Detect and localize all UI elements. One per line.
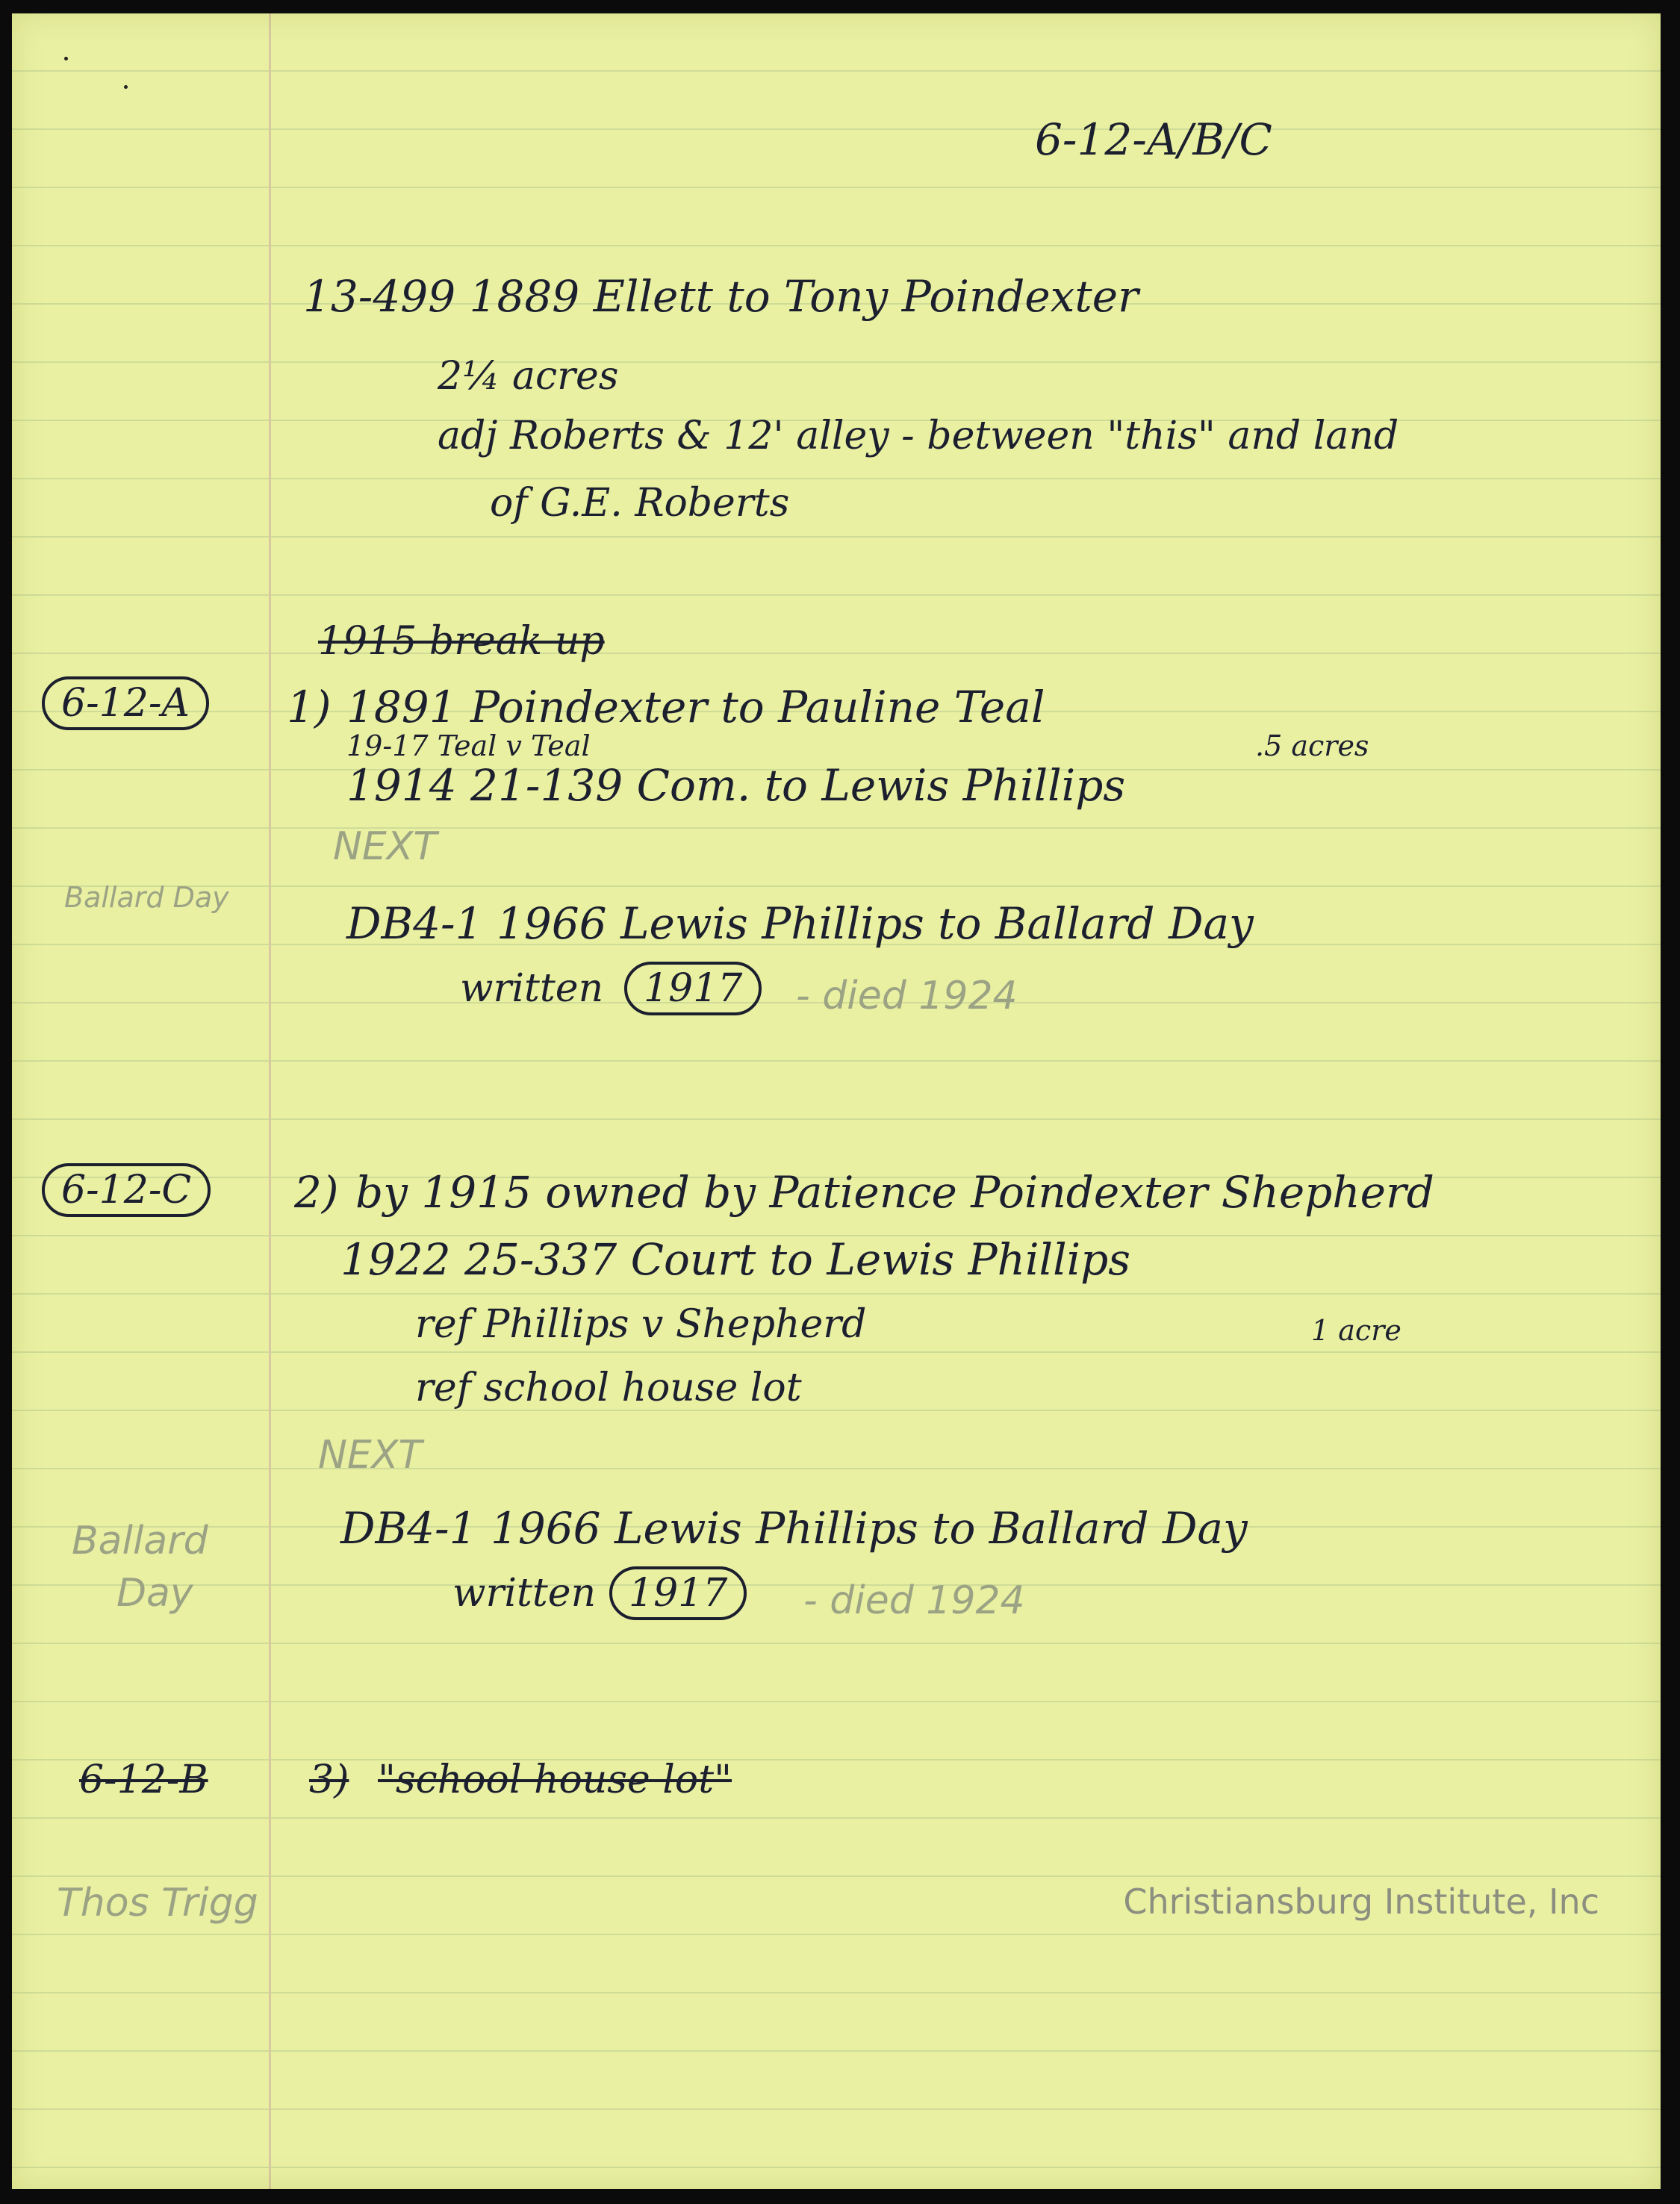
section-a-acres: .5 acres: [1255, 729, 1369, 762]
section-b-badge: 6-12-B: [79, 1758, 208, 1802]
section-c-badge: 6-12-C: [42, 1163, 211, 1217]
section-c-line-1: by 1915 owned by Patience Poindexter Shepherd: [355, 1167, 1434, 1218]
section-a-next: NEXT: [333, 824, 438, 869]
ink-dot: [124, 85, 128, 89]
section-c-line-5: DB4-1 1966 Lewis Phillips to Ballard Day: [340, 1503, 1248, 1554]
section-c-line-4: ref school house lot: [415, 1366, 802, 1410]
section-a-badge: 6-12-A: [42, 676, 209, 730]
section-c-margin-name-1: Ballard: [72, 1519, 208, 1563]
section-c-died: - died 1924: [803, 1578, 1025, 1623]
section-a-case-note: 19-17 Teal v Teal: [346, 729, 591, 762]
page-reference: 6-12-A/B/C: [1035, 114, 1272, 165]
section-b-text: "school house lot": [378, 1758, 732, 1802]
section-b-margin-name: Thos Trigg: [57, 1881, 258, 1926]
deed-line-4: of G.E. Roberts: [490, 481, 790, 526]
notebook-page: [12, 13, 1661, 2189]
section-b-number: 3): [309, 1758, 349, 1802]
section-a-number: 1): [287, 682, 332, 732]
deed-acreage: 2¼ acres: [438, 354, 619, 399]
section-c-line-3: ref Phillips v Shepherd: [415, 1302, 867, 1347]
section-c-written: written: [452, 1571, 597, 1616]
struck-heading: 1915 break up: [318, 619, 605, 664]
section-c-year: 1917: [609, 1566, 747, 1620]
ink-dot: [64, 57, 68, 60]
section-c-margin-name-2: Day: [116, 1571, 193, 1616]
section-c-number: 2): [294, 1167, 339, 1218]
section-a-line-3: DB4-1 1966 Lewis Phillips to Ballard Day: [346, 898, 1254, 949]
section-a-margin-name: Ballard Day: [64, 881, 229, 914]
section-a-year: 1917: [624, 962, 762, 1015]
section-a-line-2: 1914 21-139 Com. to Lewis Phillips: [346, 760, 1126, 811]
section-a-line-1: 1891 Poindexter to Pauline Teal: [346, 682, 1045, 732]
section-c-line-2: 1922 25-337 Court to Lewis Phillips: [340, 1234, 1131, 1285]
section-c-next: NEXT: [318, 1433, 423, 1478]
deed-line-3: adj Roberts & 12' alley - between "this" and land: [438, 414, 1399, 458]
deed-line-1: 13-499 1889 Ellett to Tony Poindexter: [303, 271, 1139, 322]
section-a-written: written: [460, 966, 604, 1011]
section-a-died: - died 1924: [796, 974, 1018, 1018]
section-c-acres: 1 acre: [1311, 1314, 1401, 1347]
watermark: Christiansburg Institute, Inc: [1123, 1881, 1599, 1922]
